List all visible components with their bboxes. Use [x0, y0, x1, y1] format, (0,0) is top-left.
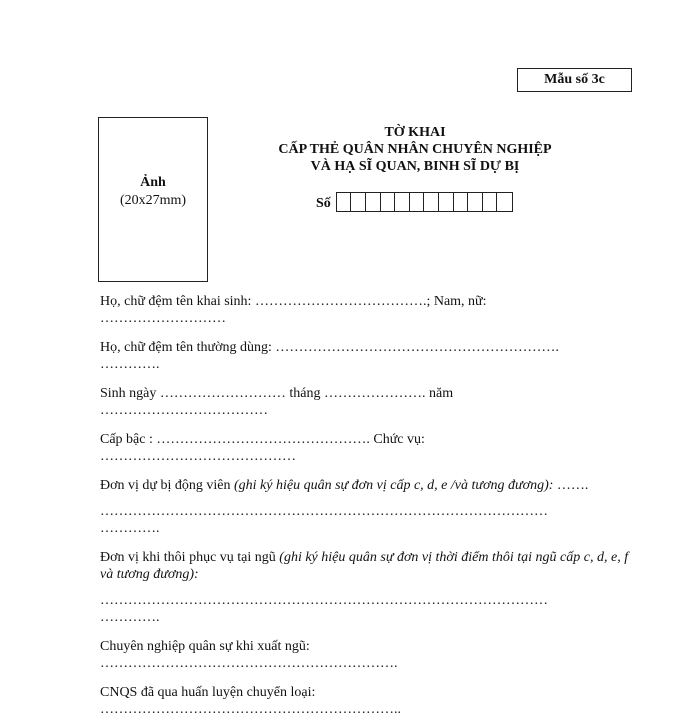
- mobilization-unit-dots: …….: [553, 478, 589, 493]
- mobilization-unit-continuation-1: ……………………………………………………………………………………: [100, 504, 548, 519]
- common-name-field-continuation: ………….: [100, 357, 160, 372]
- number-cell: [366, 193, 381, 211]
- date-of-birth-field: Sinh ngày ……………………… tháng …………………. năm: [100, 386, 454, 401]
- card-number-boxes[interactable]: [336, 192, 513, 212]
- photo-label: Ảnh: [140, 175, 166, 190]
- discharge-unit-field: [100, 549, 630, 583]
- mobilization-unit-label: Đơn vị dự bị động viên: [100, 478, 231, 493]
- number-cell: [395, 193, 410, 211]
- date-of-birth-field-continuation: ………………………………: [100, 403, 268, 418]
- birth-name-field-continuation: ………………………: [100, 311, 226, 326]
- mobilization-unit-continuation-2: ………….: [100, 521, 160, 536]
- rank-position-field: Cấp bậc : ………………………………………. Chức vụ:: [100, 432, 425, 447]
- discharge-unit-continuation-1: ……………………………………………………………………………………: [100, 593, 548, 608]
- document-title: [250, 124, 580, 175]
- mobilization-unit-field: [100, 477, 630, 494]
- form-code-box: [517, 68, 632, 92]
- number-cell: [468, 193, 483, 211]
- number-cell: [497, 193, 512, 211]
- form-code-label: Mẫu số 3c: [544, 72, 605, 87]
- photo-size: (20x27mm): [119, 193, 187, 208]
- military-specialty-continuation: ……………………………………………………….: [100, 656, 398, 671]
- discharge-unit-continuation-2: ………….: [100, 610, 160, 625]
- number-cell: [439, 193, 454, 211]
- number-cell: [410, 193, 425, 211]
- title-line-2: CẤP THẺ QUÂN NHÂN CHUYÊN NGHIỆP: [278, 142, 552, 157]
- mobilization-unit-hint: (ghi ký hiệu quân sự đơn vị cấp c, d, e /và tương đương):: [233, 478, 554, 493]
- discharge-unit-label: Đơn vị khi thôi phục vụ tại ngũ: [100, 550, 276, 565]
- cnqs-training-continuation: ………………………………………………………..: [100, 702, 401, 717]
- number-cell: [337, 193, 352, 211]
- form-fields: [100, 293, 630, 718]
- number-cell: [351, 193, 366, 211]
- rank-position-field-continuation: ……………………………………: [100, 449, 296, 464]
- title-line-3: VÀ HẠ SĨ QUAN, BINH SĨ DỰ BỊ: [310, 159, 520, 174]
- military-specialty-field: Chuyên nghiệp quân sự khi xuất ngũ:: [100, 639, 310, 654]
- number-cell: [454, 193, 469, 211]
- number-cell: [483, 193, 498, 211]
- number-label: Số: [316, 196, 331, 211]
- common-name-field: Họ, chữ đệm tên thường dùng: …………………………………………………….: [100, 340, 559, 355]
- card-number-row: [316, 190, 513, 212]
- birth-name-field: Họ, chữ đệm tên khai sinh: ……………………………….; Nam, nữ:: [100, 294, 487, 309]
- title-line-1: TỜ KHAI: [384, 125, 446, 140]
- photo-placeholder: [98, 117, 208, 282]
- cnqs-training-field: CNQS đã qua huấn luyện chuyển loại:: [100, 685, 316, 700]
- discharge-unit-hint: (ghi ký hiệu quân sự đơn vị thời điểm thôi tại ngũ cấp c, d, e, f và tương đương):: [100, 550, 629, 582]
- number-cell: [424, 193, 439, 211]
- number-cell: [381, 193, 396, 211]
